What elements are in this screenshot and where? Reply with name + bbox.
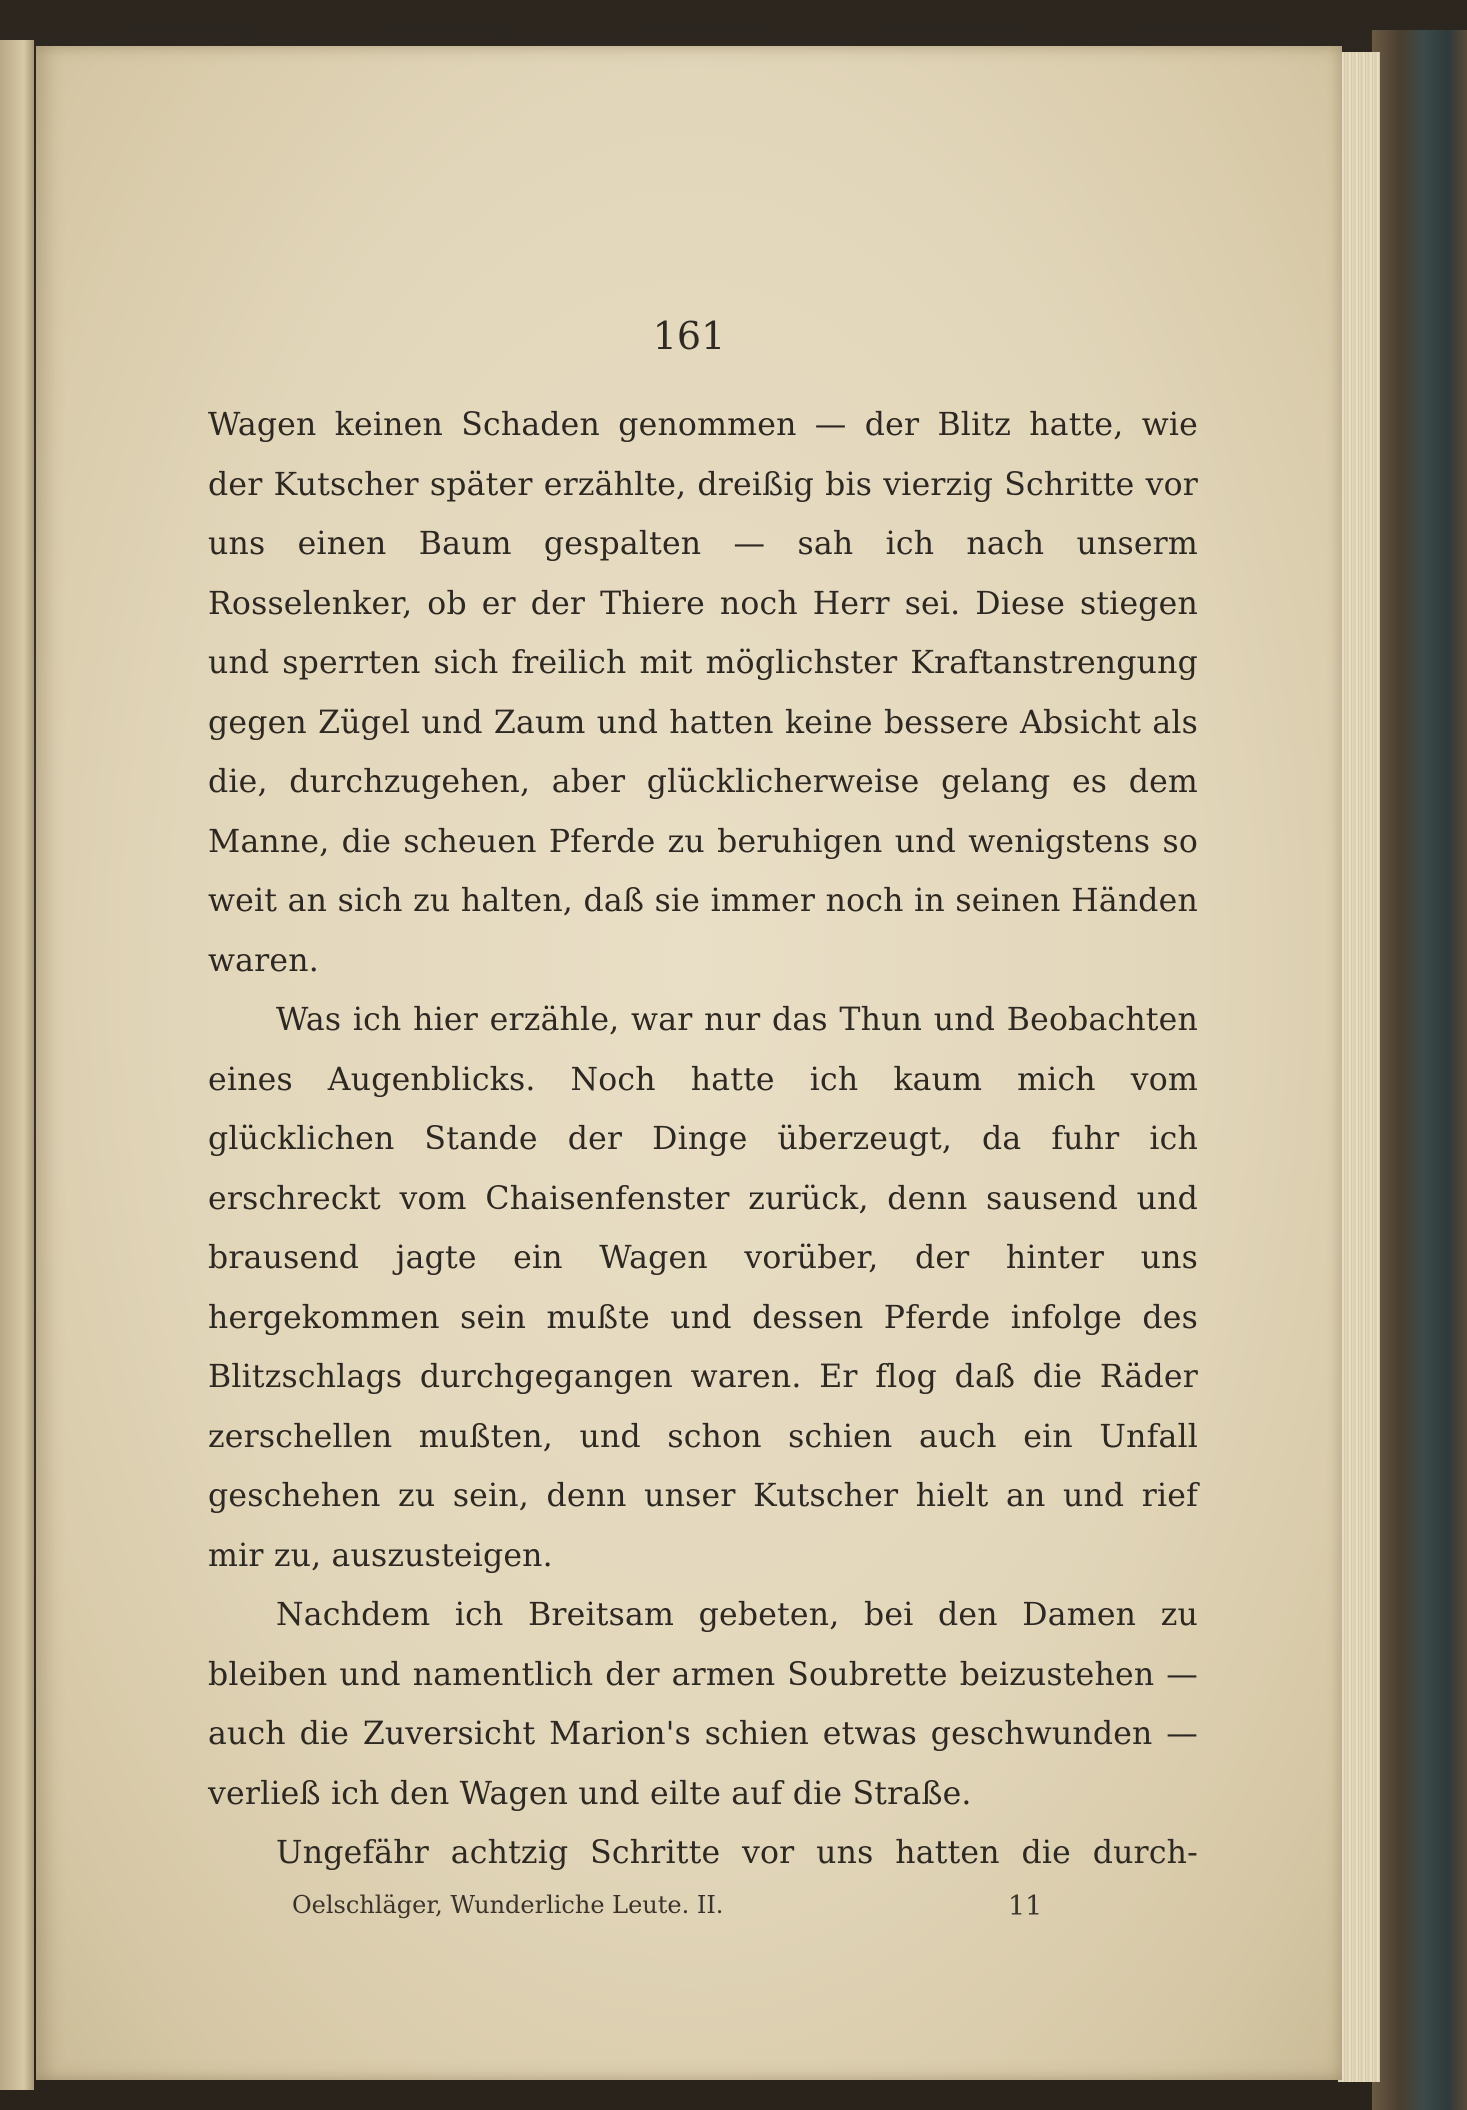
book-page xyxy=(36,46,1342,2080)
paragraph-2: Was ich hier erzähle, war nur das Thun und Beobachten eines Augenblicks. Noch hatte ich kaum mich vom glücklichen Stande der Dinge überzeugt, da fuhr ich erschreckt vom Chaisenfenster zurück, denn sausend und brausend jagte ein Wagen vorüber, der hinter uns hergekommen sein mußte und dessen Pferde infolge des Blitzschlags durchgegangen waren. Er flog daß die Räder zerschellen mußten, und schon schien auch ein Unfall geschehen zu sein, denn unser Kutscher hielt an und rief mir zu, auszusteigen. xyxy=(208,1002,1198,1574)
paragraph-1: Wagen keinen Schaden genommen — der Blitz hatte, wie der Kutscher später erzählte, dreißig bis vierzig Schritte vor uns einen Baum gespalten — sah ich nach unserm Rosselenker, ob er der Thiere noch Herr sei. Diese stiegen und sperrten sich freilich mit möglichster Kraftanstrengung gegen Zügel und Zaum und hatten keine bessere Absicht als die, durchzugehen, aber glücklicherweise gelang es dem Manne, die scheuen Pferde zu beruhigen und wenigstens so weit an sich zu halten, daß sie immer noch in seinen Händen waren. xyxy=(208,407,1198,979)
facing-page-edge xyxy=(0,40,34,2090)
footer-signature: Oelschläger, Wunderliche Leute. II. xyxy=(292,1891,724,1919)
page-stack-edges xyxy=(1338,52,1380,2082)
page-number: 161 xyxy=(652,314,726,358)
footer-sheet-number: 11 xyxy=(1008,1891,1043,1922)
paragraph-4: Ungefähr achtzig Schritte vor uns hatten die durch- xyxy=(276,1835,1198,1871)
book-cover-edge xyxy=(1372,30,1467,2110)
paragraph-3: Nachdem ich Breitsam gebeten, bei den Damen zu bleiben und namentlich der armen Soubrette beizustehen — auch die Zuversicht Marion's schien etwas geschwunden — verließ ich den Wagen und eilte auf die Straße. xyxy=(208,1597,1198,1812)
page-footer xyxy=(208,1891,1198,1931)
body-text xyxy=(208,396,1198,1884)
